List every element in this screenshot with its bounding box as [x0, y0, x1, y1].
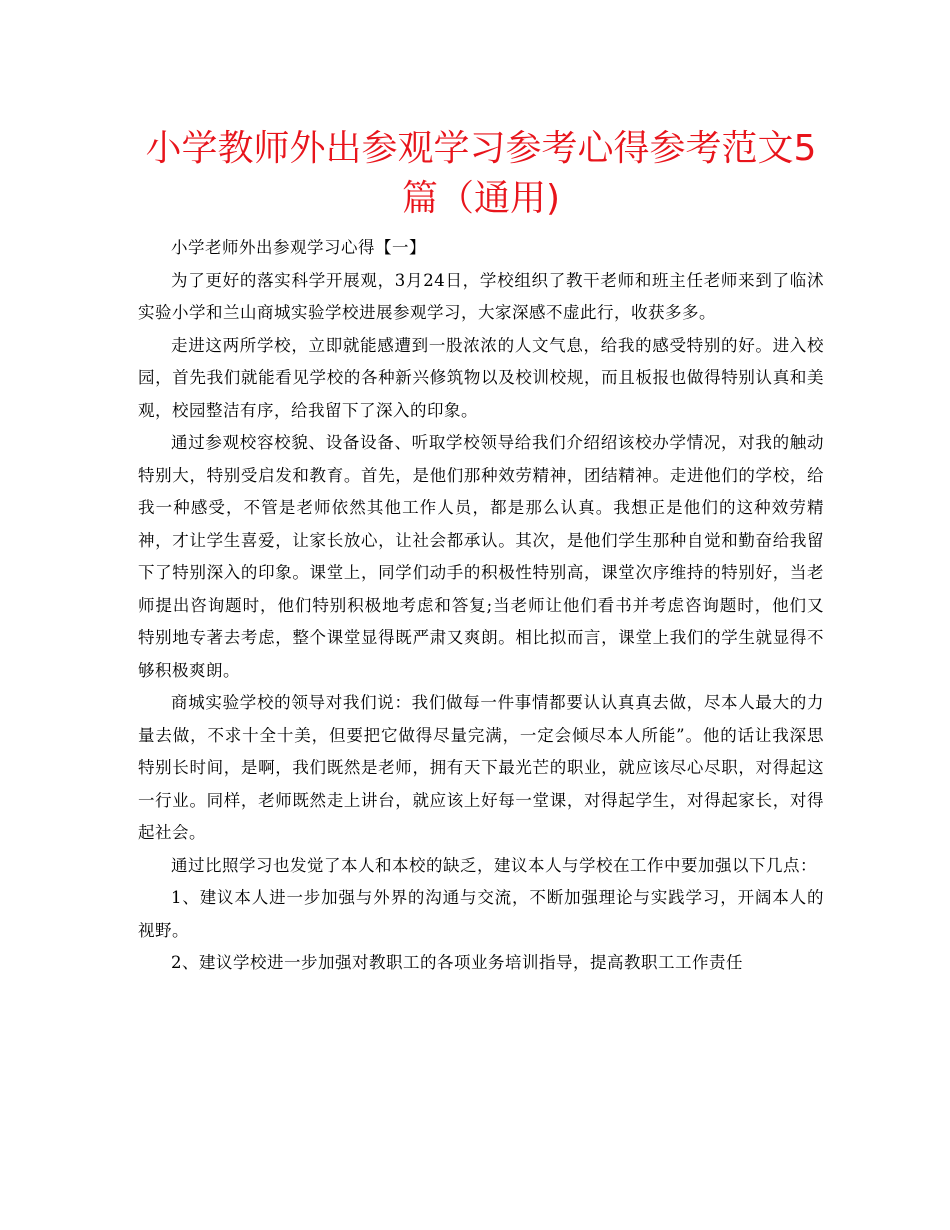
paragraph: 通过参观校容校貌、设备设备、听取学校领导给我们介绍绍该校办学情况，对我的触动特别大，特别受启发和教育。首先，是他们那种效劳精神，团结精神。走进他们的学校，给我一种感受，不管是老师依然其他工作人员，都是那么认真。我想正是他们的这种效劳精神，才让学生喜爱，让家长放心，让社会都承认。其次，是他们学生那种自觉和勤奋给我留下了特别深入的印象。课堂上，同学们动手的积极性特别高，课堂次序维持的特别好，当老师提出咨询题时，他们特别积极地考虑和答复;当老师让他们看书并考虑咨询题时，他们又特别地专著去考虑，整个课堂显得既严肃又爽朗。相比拟而言，课堂上我们的学生就显得不够积极爽朗。	[138, 433, 824, 680]
section-heading: 小学老师外出参观学习心得【一】	[171, 238, 426, 257]
paragraph: 商城实验学校的领导对我们说：我们做每一件事情都要认认真真去做，尽本人最大的力量去做，不求十全十美，但要把它做得尽量完满，一定会倾尽本人所能”。他的话让我深思特别长时间，是啊，我们既然是老师，拥有天下最光芒的职业，就应该尽心尽职，对得起这一行业。同样，老师既然走上讲台，就应该上好每一堂课，对得起学生，对得起家长，对得起社会。	[138, 693, 824, 842]
document-title: 小学教师外出参观学习参考心得参考范文5篇（通用)	[145, 128, 817, 219]
paragraph: 走进这两所学校，立即就能感遭到一股浓浓的人文气息，给我的感受特别的好。进入校园，首先我们就能看见学校的各种新兴修筑物以及校训校规，而且板报也做得特别认真和美观，校园整洁有序，给我留下了深入的印象。	[138, 335, 824, 420]
document-page	[138, 124, 824, 980]
paragraph: 为了更好的落实科学开展观，3月24日，学校组织了教干老师和班主任老师来到了临沭实验小学和兰山商城实验学校进展参观学习，大家深感不虚此行，收获多多。	[138, 270, 824, 322]
document-body	[138, 232, 824, 980]
list-item: 2、建议学校进一步加强对教职工的各项业务培训指导，提高教职工工作责任	[171, 953, 743, 972]
list-item: 1、建议本人进一步加强与外界的沟通与交流，不断加强理论与实践学习，开阔本人的视野。	[138, 888, 824, 940]
paragraph: 通过比照学习也发觉了本人和本校的缺乏，建议本人与学校在工作中要加强以下几点：	[171, 855, 817, 875]
